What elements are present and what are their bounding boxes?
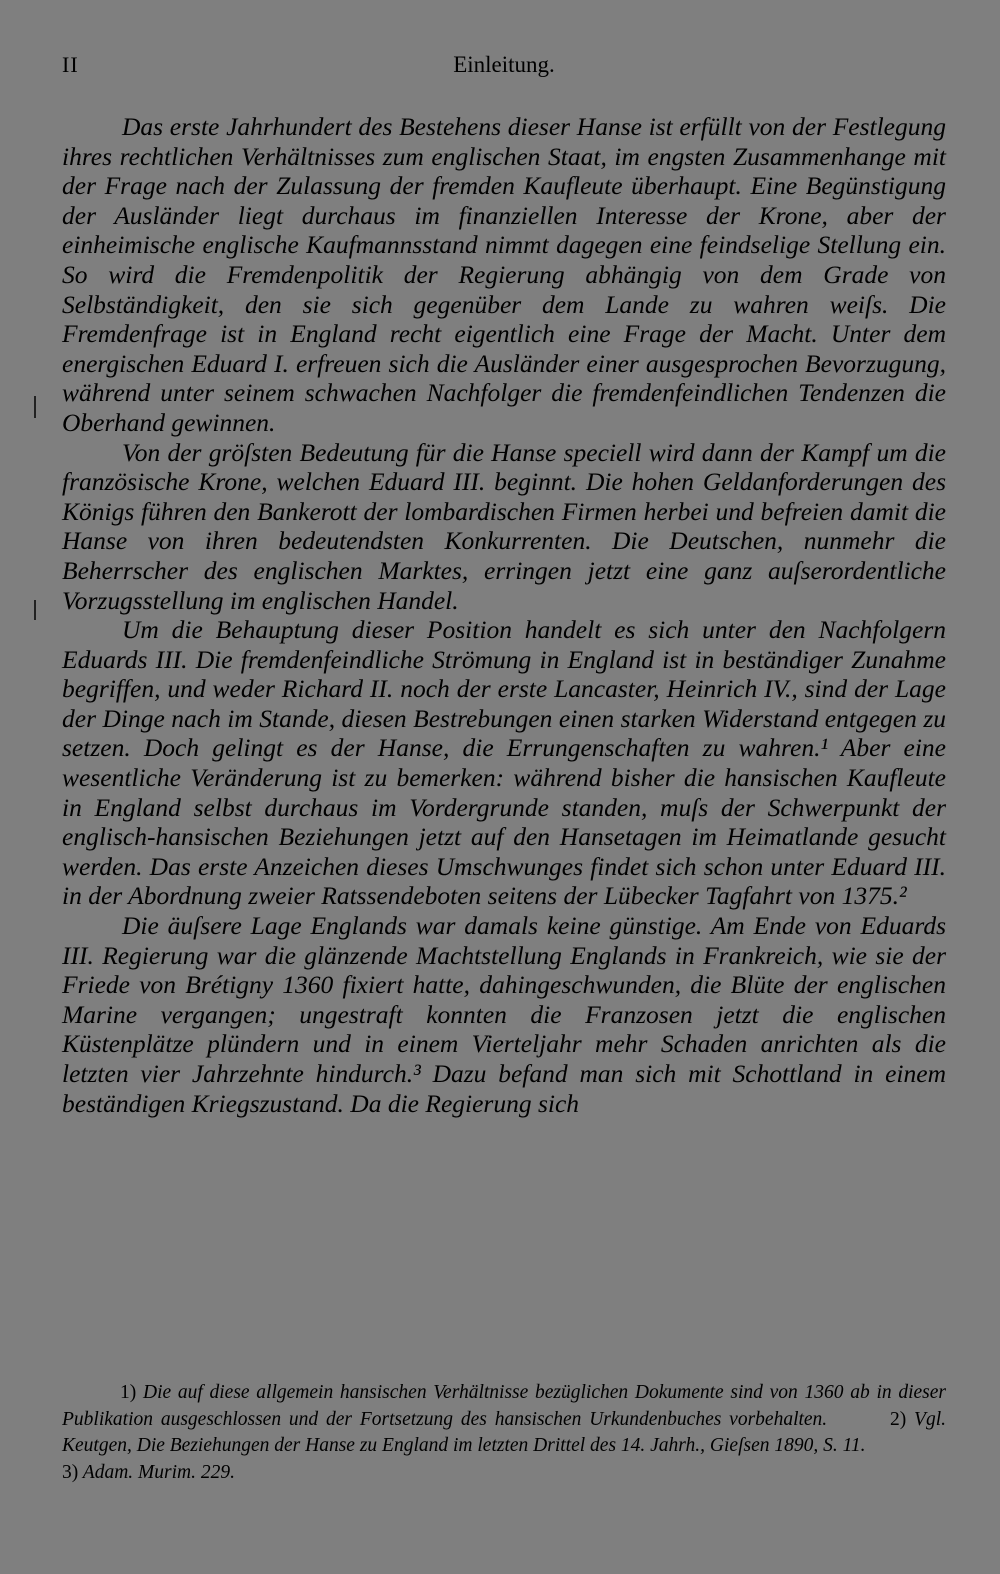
page-number: II: [62, 52, 79, 77]
paragraph: Von der gröſsten Bedeutung für die Hanse speciell wird dann der Kampf um die französische Krone, welchen Eduard III. beginnt. Die hohen Geldanforderungen des Königs führen den Bankerott der lombardischen Firmen herbei und befreien damit die Hanse von ihren bedeutendsten Konkurrenten. Die Deutschen, nunmehr die Beherrscher des englischen Marktes, erringen jetzt eine ganz auſserordentliche Vorzugsstellung im englischen Handel.: [62, 437, 946, 615]
footnotes: [62, 1380, 946, 1486]
footnote-text: Vgl. Keutgen, Die Beziehungen der Hanse zu England im letzten Drittel des 14. Jahrh., Gieſsen 1890, S. 11.: [62, 1408, 946, 1456]
footnote-number: 1): [120, 1382, 137, 1403]
body-text: [62, 112, 946, 1118]
page-header: [62, 52, 946, 82]
running-head: Einleitung.: [453, 52, 555, 77]
margin-mark: [34, 396, 36, 418]
footnote-text: Die auf diese allgemein hansischen Verhältnisse bezüglichen Dokumente sind von 1360 ab in dieser Publikation ausgeschlossen und der Fortsetzung des hansischen Urkundenbuches vorbehalten.: [62, 1382, 947, 1430]
footnote-3: [62, 1460, 946, 1487]
footnote-number: 2): [889, 1408, 907, 1430]
footnote-text: Adam. Murim. 229.: [82, 1461, 235, 1483]
footnote-1-2: [62, 1380, 946, 1460]
paragraph: Die äuſsere Lage Englands war damals keine günstige. Am Ende von Eduards III. Regierung war die glänzende Machtstellung Englands in Frankreich, wie sie der Friede von Brétigny 1360 fixiert hatte, dahingeschwunden, die Blüte der englischen Marine vergangen; ungestraft konnten die Franzosen jetzt die englischen Küstenplätze plündern und in einem Vierteljahr mehr Schaden anrichten als die letzten vier Jahrzehnte hindurch.³ Dazu befand man sich mit Schottland in einem beständigen Kriegszustand. Da die Regierung sich: [62, 911, 946, 1118]
paragraph: Das erste Jahrhundert des Bestehens dieser Hanse ist erfüllt von der Festlegung ihres rechtlichen Verhältnisses zum englischen Staat, im engsten Zusammenhange mit der Frage nach der Zulassung der fremden Kaufleute überhaupt. Eine Begünstigung der Ausländer liegt durchaus im finanziellen Interesse der Krone, aber der einheimische englische Kaufmannsstand nimmt dagegen eine feindselige Stellung ein. So wird die Fremdenpolitik der Regierung abhängig von dem Grade von Selbständigkeit, den sie sich gegenüber dem Lande zu wahren weiſs. Die Fremdenfrage ist in England recht eigentlich eine Frage der Macht. Unter dem energischen Eduard I. erfreuen sich die Ausländer einer ausgesprochen Bevorzugung, während unter seinem schwachen Nachfolger die fremdenfeindlichen Tendenzen die Oberhand gewinnen.: [62, 112, 946, 437]
footnote-number: 3): [62, 1461, 79, 1483]
paragraph: Um die Behauptung dieser Position handelt es sich unter den Nachfolgern Eduards III. Die fremdenfeindliche Strömung in England ist in beständiger Zunahme begriffen, und weder Richard II. noch der erste Lancaster, Heinrich IV., sind der Lage der Dinge nach im Stande, diesen Bestrebungen einen starken Widerstand entgegen zu setzen. Doch gelingt es der Hanse, die Errungenschaften zu wahren.¹ Aber eine wesentliche Veränderung ist zu bemerken: während bisher die hansischen Kaufleute in England selbst durchaus im Vordergrunde standen, muſs der Schwerpunkt der englisch-hansischen Beziehungen jetzt auf den Hansetagen im Heimatlande gesucht werden. Das erste Anzeichen dieses Umschwunges findet sich schon unter Eduard III. in der Abordnung zweier Ratssendeboten seitens der Lübecker Tagfahrt von 1375.²: [62, 615, 946, 911]
margin-mark: [34, 600, 36, 620]
